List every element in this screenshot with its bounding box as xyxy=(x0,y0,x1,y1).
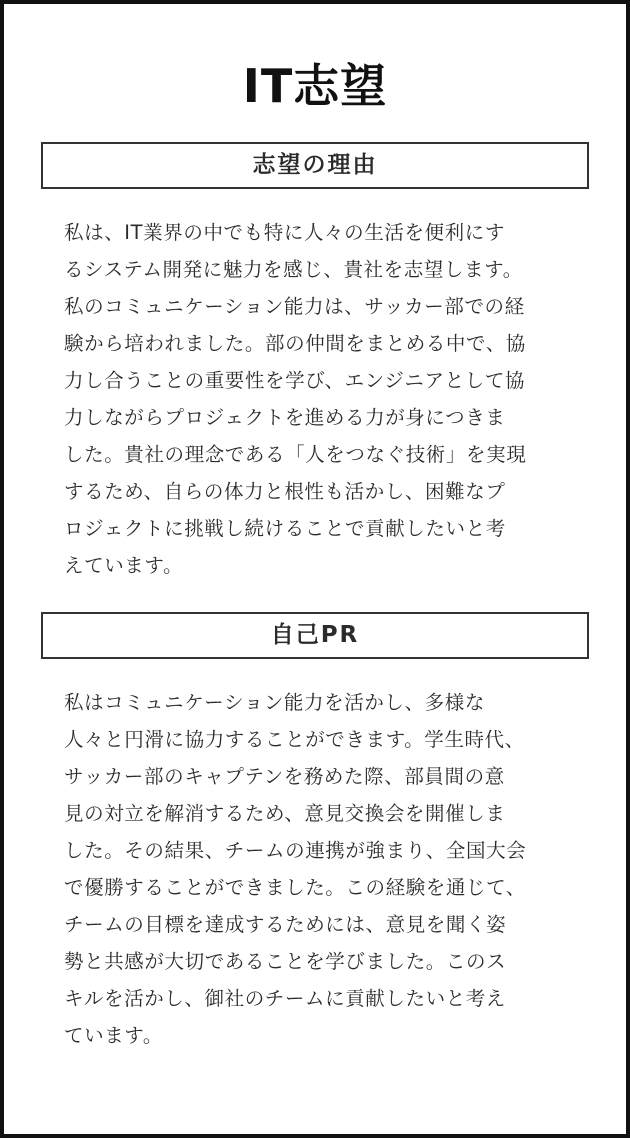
text-line: 力し合うことの重要性を学び、エンジニアとして協 xyxy=(64,369,526,392)
text-line: サッカー部のキャプテンを務めた際、部員間の意 xyxy=(64,765,505,788)
section-heading-reason: 志望の理由 xyxy=(41,142,589,189)
text-line: るシステム開発に魅力を感じ、貴社を志望します。 xyxy=(64,258,523,281)
text-line: 験から培われました。部の仲間をまとめる中で、協 xyxy=(64,332,526,355)
page-title: IT志望 xyxy=(242,59,388,113)
text-line: した。その結果、チームの連携が強まり、全国大会 xyxy=(64,839,527,862)
self-pr-paragraph xyxy=(64,684,572,1054)
text-line: した。貴社の理念である「人をつなぐ技術」を実現 xyxy=(64,443,527,466)
text-line: チームの目標を達成するためには、意見を聞く姿 xyxy=(64,913,507,936)
text-line: 見の対立を解消するため、意見交換会を開催しま xyxy=(64,802,506,825)
text-line: 力しながらプロジェクトを進める力が身につきま xyxy=(64,406,506,429)
text-line: 私のコミュニケーション能力は、サッカー部での経 xyxy=(64,295,525,318)
reason-paragraph xyxy=(64,214,572,584)
section-heading-self-pr: 自己PR xyxy=(41,612,589,659)
text-line: キルを活かし、御社のチームに貢献したいと考え xyxy=(64,987,507,1010)
text-line: 人々と円滑に協力することができます。学生時代、 xyxy=(64,728,525,751)
text-line: ロジェクトに挑戦し続けることで貢献したいと考 xyxy=(64,517,506,540)
text-line: 勢と共感が大切であることを学びました。このス xyxy=(64,950,507,973)
text-line: えています。 xyxy=(64,554,184,577)
text-line: するため、自らの体力と根性も活かし、困難なプ xyxy=(64,480,506,503)
text-line: 私はコミュニケーション能力を活かし、多様な xyxy=(64,691,485,714)
text-line: で優勝することができました。この経験を通じて、 xyxy=(64,876,526,899)
text-line: 私は、IT業界の中でも特に人々の生活を便利にす xyxy=(64,221,505,244)
text-line: ています。 xyxy=(64,1024,163,1047)
